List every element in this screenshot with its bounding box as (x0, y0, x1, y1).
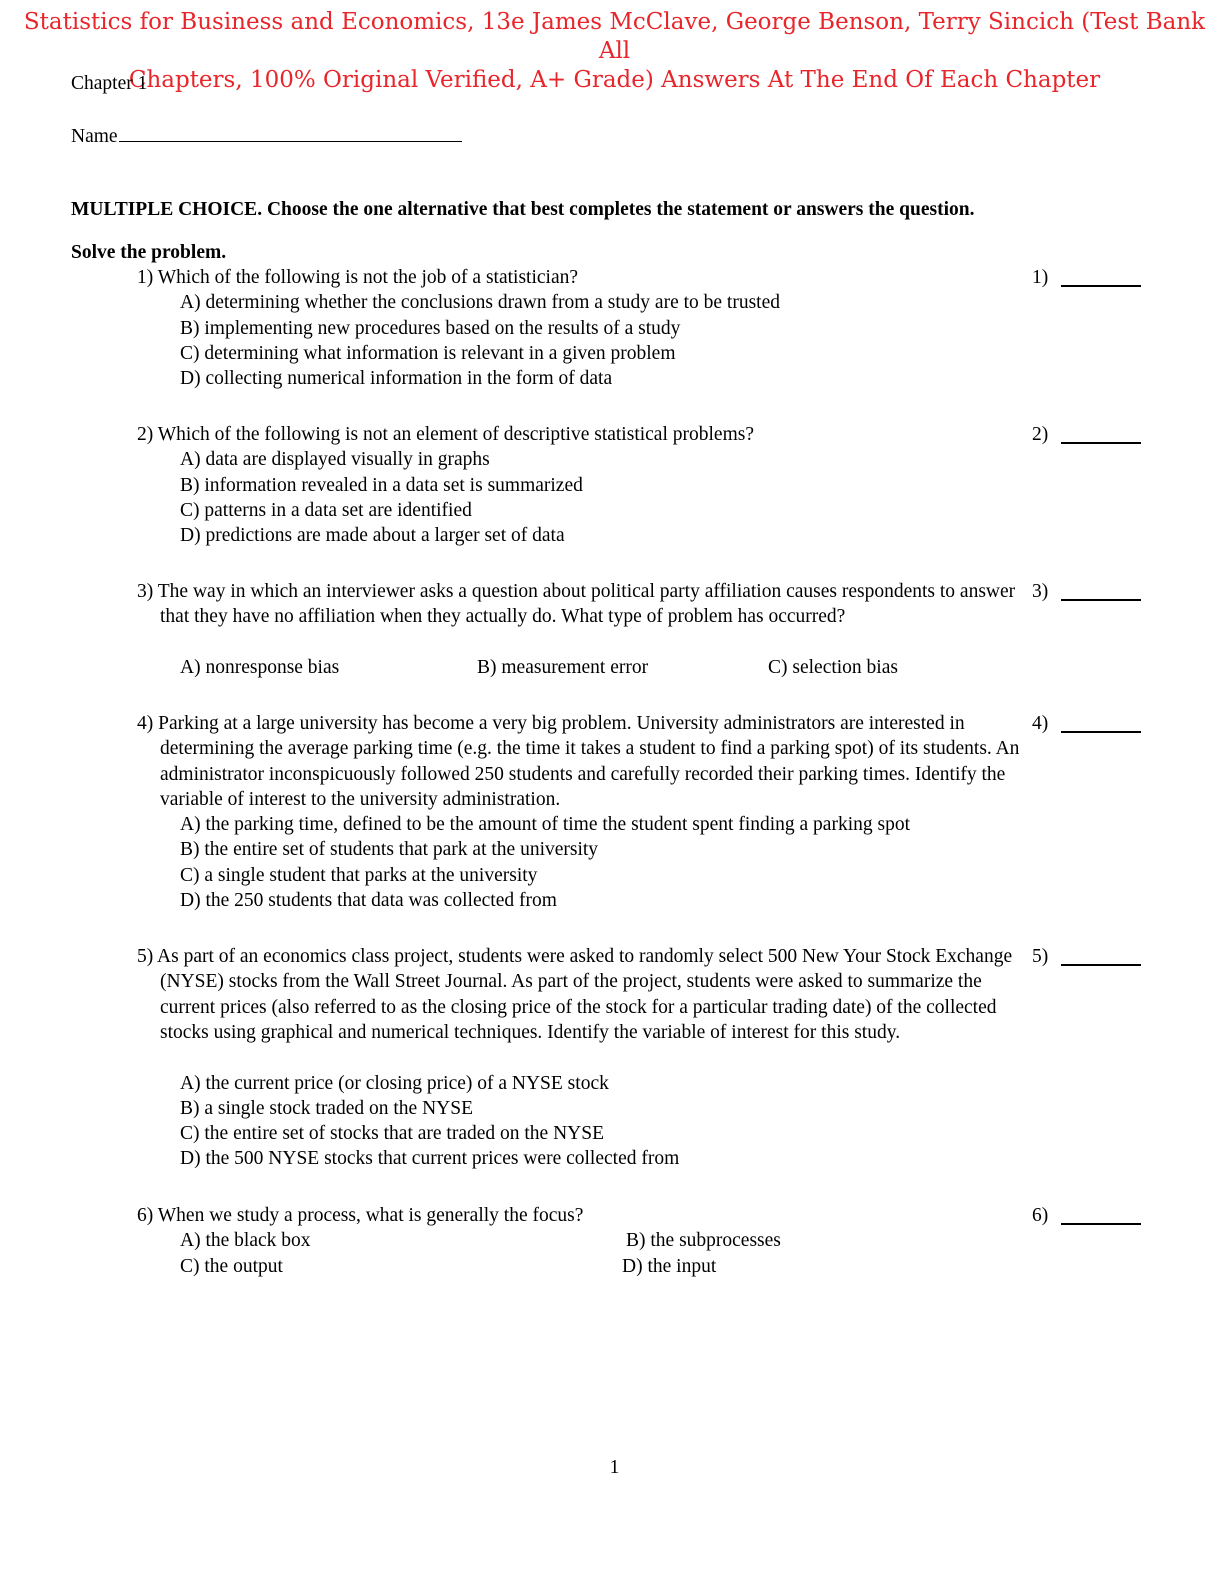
option-c: C) determining what information is relevant in a given problem (180, 342, 676, 364)
answer-blank (1061, 599, 1141, 601)
answer-number: 1) (1032, 267, 1049, 288)
question-options (180, 1071, 679, 1172)
question-stem: 5) As part of an economics class project, students were asked to randomly select 500 New Your Stock Exchange (NYSE) stocks from the Wall Street Journal. As part of the project, students were asked to summarize the current prices (also referred to as the closing price of the stock for a particular trading date) of the collected stocks using graphical and numerical techniques. Identify the variable of interest for this study. (137, 946, 1013, 1043)
option-a: A) the current price (or closing price) of a NYSE stock (180, 1072, 609, 1094)
page-number: 1 (609, 1457, 620, 1478)
name-field (71, 121, 462, 149)
section-heading (71, 197, 974, 222)
question-stem: 1) Which of the following is not the job of a statistician? (137, 267, 579, 288)
option-c: C) the entire set of stocks that are traded on the NYSE (180, 1123, 605, 1145)
banner-line-2: Chapters, 100% Original Verified, A+ Grade) Answers At The End Of Each Chapter (128, 67, 1101, 93)
problem-subheading: Solve the problem. (71, 242, 227, 263)
option-b: B) the entire set of students that park at the university (180, 839, 599, 861)
question-options (180, 655, 980, 680)
option-a: A) determining whether the conclusions drawn from a study are to be trusted (180, 292, 780, 314)
answer-number: 4) (1032, 713, 1049, 734)
answer-number: 5) (1032, 946, 1049, 967)
answer-blank (1061, 731, 1141, 733)
answer-blank (1061, 1223, 1141, 1225)
option-b: B) implementing new procedures based on the results of a study (180, 317, 681, 339)
question-stem: 3) The way in which an interviewer asks a question about political party affiliation causes respondents to answer that they have no affiliation when they actually do. What type of problem has occurred? (137, 581, 1016, 628)
name-label: Name (71, 126, 118, 147)
option-d: D) the 250 students that data was collected from (180, 890, 557, 912)
section-instruction: Choose the one alternative that best completes the statement or answers the question. (266, 199, 975, 220)
option-a: A) the parking time, defined to be the amount of time the student spent finding a parking spot (180, 814, 911, 836)
option-a: A) data are displayed visually in graphs (180, 449, 490, 471)
question-stem: 4) Parking at a large university has become a very big problem. University administrators are interested in determining the average parking time (e.g. the time it takes a student to find a parking spot) of its students. An administrator inconspicuously followed 250 students and carefully recorded their parking times. Identify the variable of interest to the university administration. (137, 713, 1020, 810)
question-stem: 6) When we study a process, what is generally the focus? (137, 1205, 584, 1226)
option-b: B) measurement error (477, 657, 649, 678)
option-d: D) the 500 NYSE stocks that current prices were collected from (180, 1148, 680, 1170)
option-c: C) patterns in a data set are identified (180, 499, 472, 521)
option-d: D) the input (622, 1255, 717, 1277)
question-stem: 2) Which of the following is not an element of descriptive statistical problems? (137, 424, 754, 445)
answer-blank (1061, 285, 1141, 287)
option-c: C) selection bias (768, 657, 898, 678)
option-a: A) nonresponse bias (180, 657, 340, 678)
answer-blank (1061, 964, 1141, 966)
option-c: C) a single student that parks at the university (180, 864, 538, 886)
option-c: C) the output (180, 1255, 283, 1277)
option-a: A) the black box (180, 1230, 311, 1252)
question-options (180, 290, 780, 391)
option-d: D) collecting numerical information in the form of data (180, 368, 613, 390)
answer-blank (1061, 442, 1141, 444)
question-options (180, 447, 583, 548)
section-title: MULTIPLE CHOICE. (71, 199, 263, 220)
answer-number: 2) (1032, 424, 1049, 445)
option-d: D) predictions are made about a larger set of data (180, 525, 565, 547)
name-blank-line (119, 121, 462, 142)
answer-number: 6) (1032, 1205, 1049, 1226)
option-b: B) information revealed in a data set is summarized (180, 474, 583, 496)
chapter-label: Chapter 1 (71, 73, 148, 94)
option-b: B) a single stock traded on the NYSE (180, 1097, 473, 1119)
question-options (180, 1228, 880, 1279)
document-banner (10, 8, 1219, 95)
question-options (180, 812, 910, 913)
answer-number: 3) (1032, 581, 1049, 602)
banner-line-1: Statistics for Business and Economics, 13e James McClave, George Benson, Terry Sincich (Test Bank All (23, 9, 1206, 64)
option-b: B) the subprocesses (626, 1230, 781, 1252)
